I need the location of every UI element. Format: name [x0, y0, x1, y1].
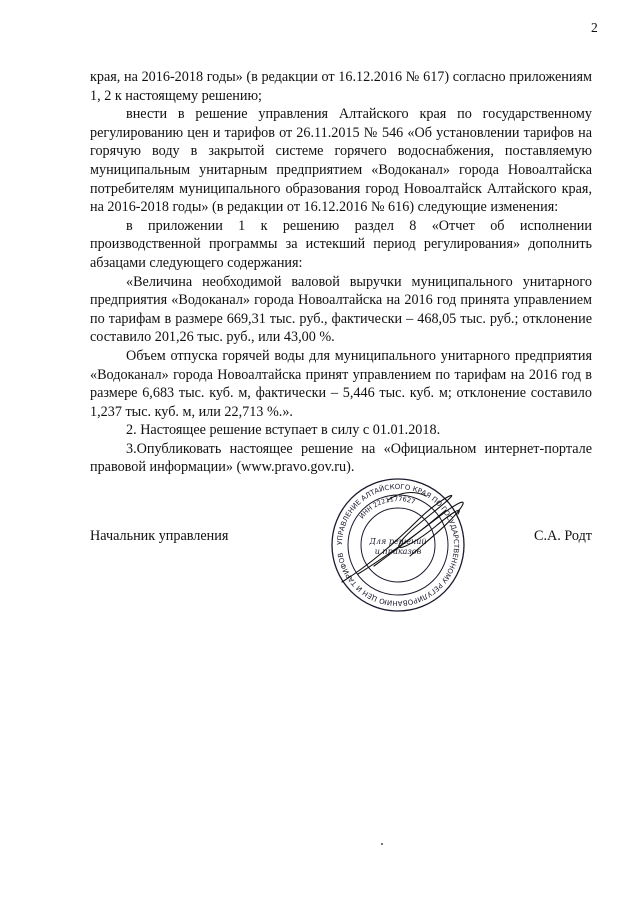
- stamp-ring-text: УПРАВЛЕНИЕ АЛТАЙСКОГО КРАЯ ПО ГОСУДАРСТВЕННОМУ РЕГУЛИРОВАНИЮ ЦЕН И ТАРИФОВ: [335, 482, 461, 608]
- stamp-graphic: [318, 470, 478, 620]
- paragraph-4: «Величина необходимой валовой выручки муниципального унитарного предприятия «Водоканал» города Новоалтайска на 2016 год принята управлением по тарифам в размере 669,31 тыс. руб., фактически – 468,05 тыс. руб.; отклонение составило 201,26 тыс. руб., или 43,00 %.: [90, 273, 592, 346]
- paragraph-5: Объем отпуска горячей воды для муниципального унитарного предприятия «Водоканал» города Новоалтайска принят управлением по тарифам на 2016 год в размере 6,683 тыс. куб. м, фактически – 5,446 тыс. куб. м; отклонение составило 1,237 тыс. куб. м, или 22,713 %.».: [90, 347, 592, 420]
- page-number: 2: [591, 20, 598, 35]
- stamp-center-line-1: Для решений: [369, 537, 427, 546]
- paragraph-1: края, на 2016-2018 годы» (в редакции от 16.12.2016 № 617) согласно приложениям 1, 2 к настоящему решению;: [90, 69, 592, 104]
- paragraph-2: внести в решение управления Алтайского края по государственному регулированию цен и тарифов от 26.11.2015 № 546 «Об установлении тарифов на горячую воду в закрытой системе горячего водоснабжения, поставляемую муниципальным унитарным предприятием «Водоканал» города Новоалтайска потребителям муниципального образования город Новоалтайск Алтайского края, на 2016-2018 годы» (в редакции от 16.12.2016 № 616) следующие изменения:: [90, 106, 592, 216]
- stamp-inn-text: ИНН 2221177627: [357, 494, 417, 521]
- document-body: [90, 68, 592, 477]
- official-stamp: [318, 470, 478, 620]
- paragraph-7: 3.Опубликовать настоящее решение на «Официальном интернет-портале правовой информации» (www.pravo.gov.ru).: [90, 440, 592, 476]
- paragraph-6: 2. Настоящее решение вступает в силу с 01.01.2018.: [126, 422, 441, 439]
- scan-speck: [381, 843, 383, 845]
- stamp-center-line-2: и приказов: [374, 547, 422, 556]
- signatory-title: Начальник управления: [90, 528, 229, 544]
- signatory-name: С.А. Родт: [534, 528, 592, 544]
- paragraph-3: в приложении 1 к решению раздел 8 «Отчет об исполнении производственной программы за истекший период регулирования» дополнить абзацами следующего содержания:: [90, 217, 592, 271]
